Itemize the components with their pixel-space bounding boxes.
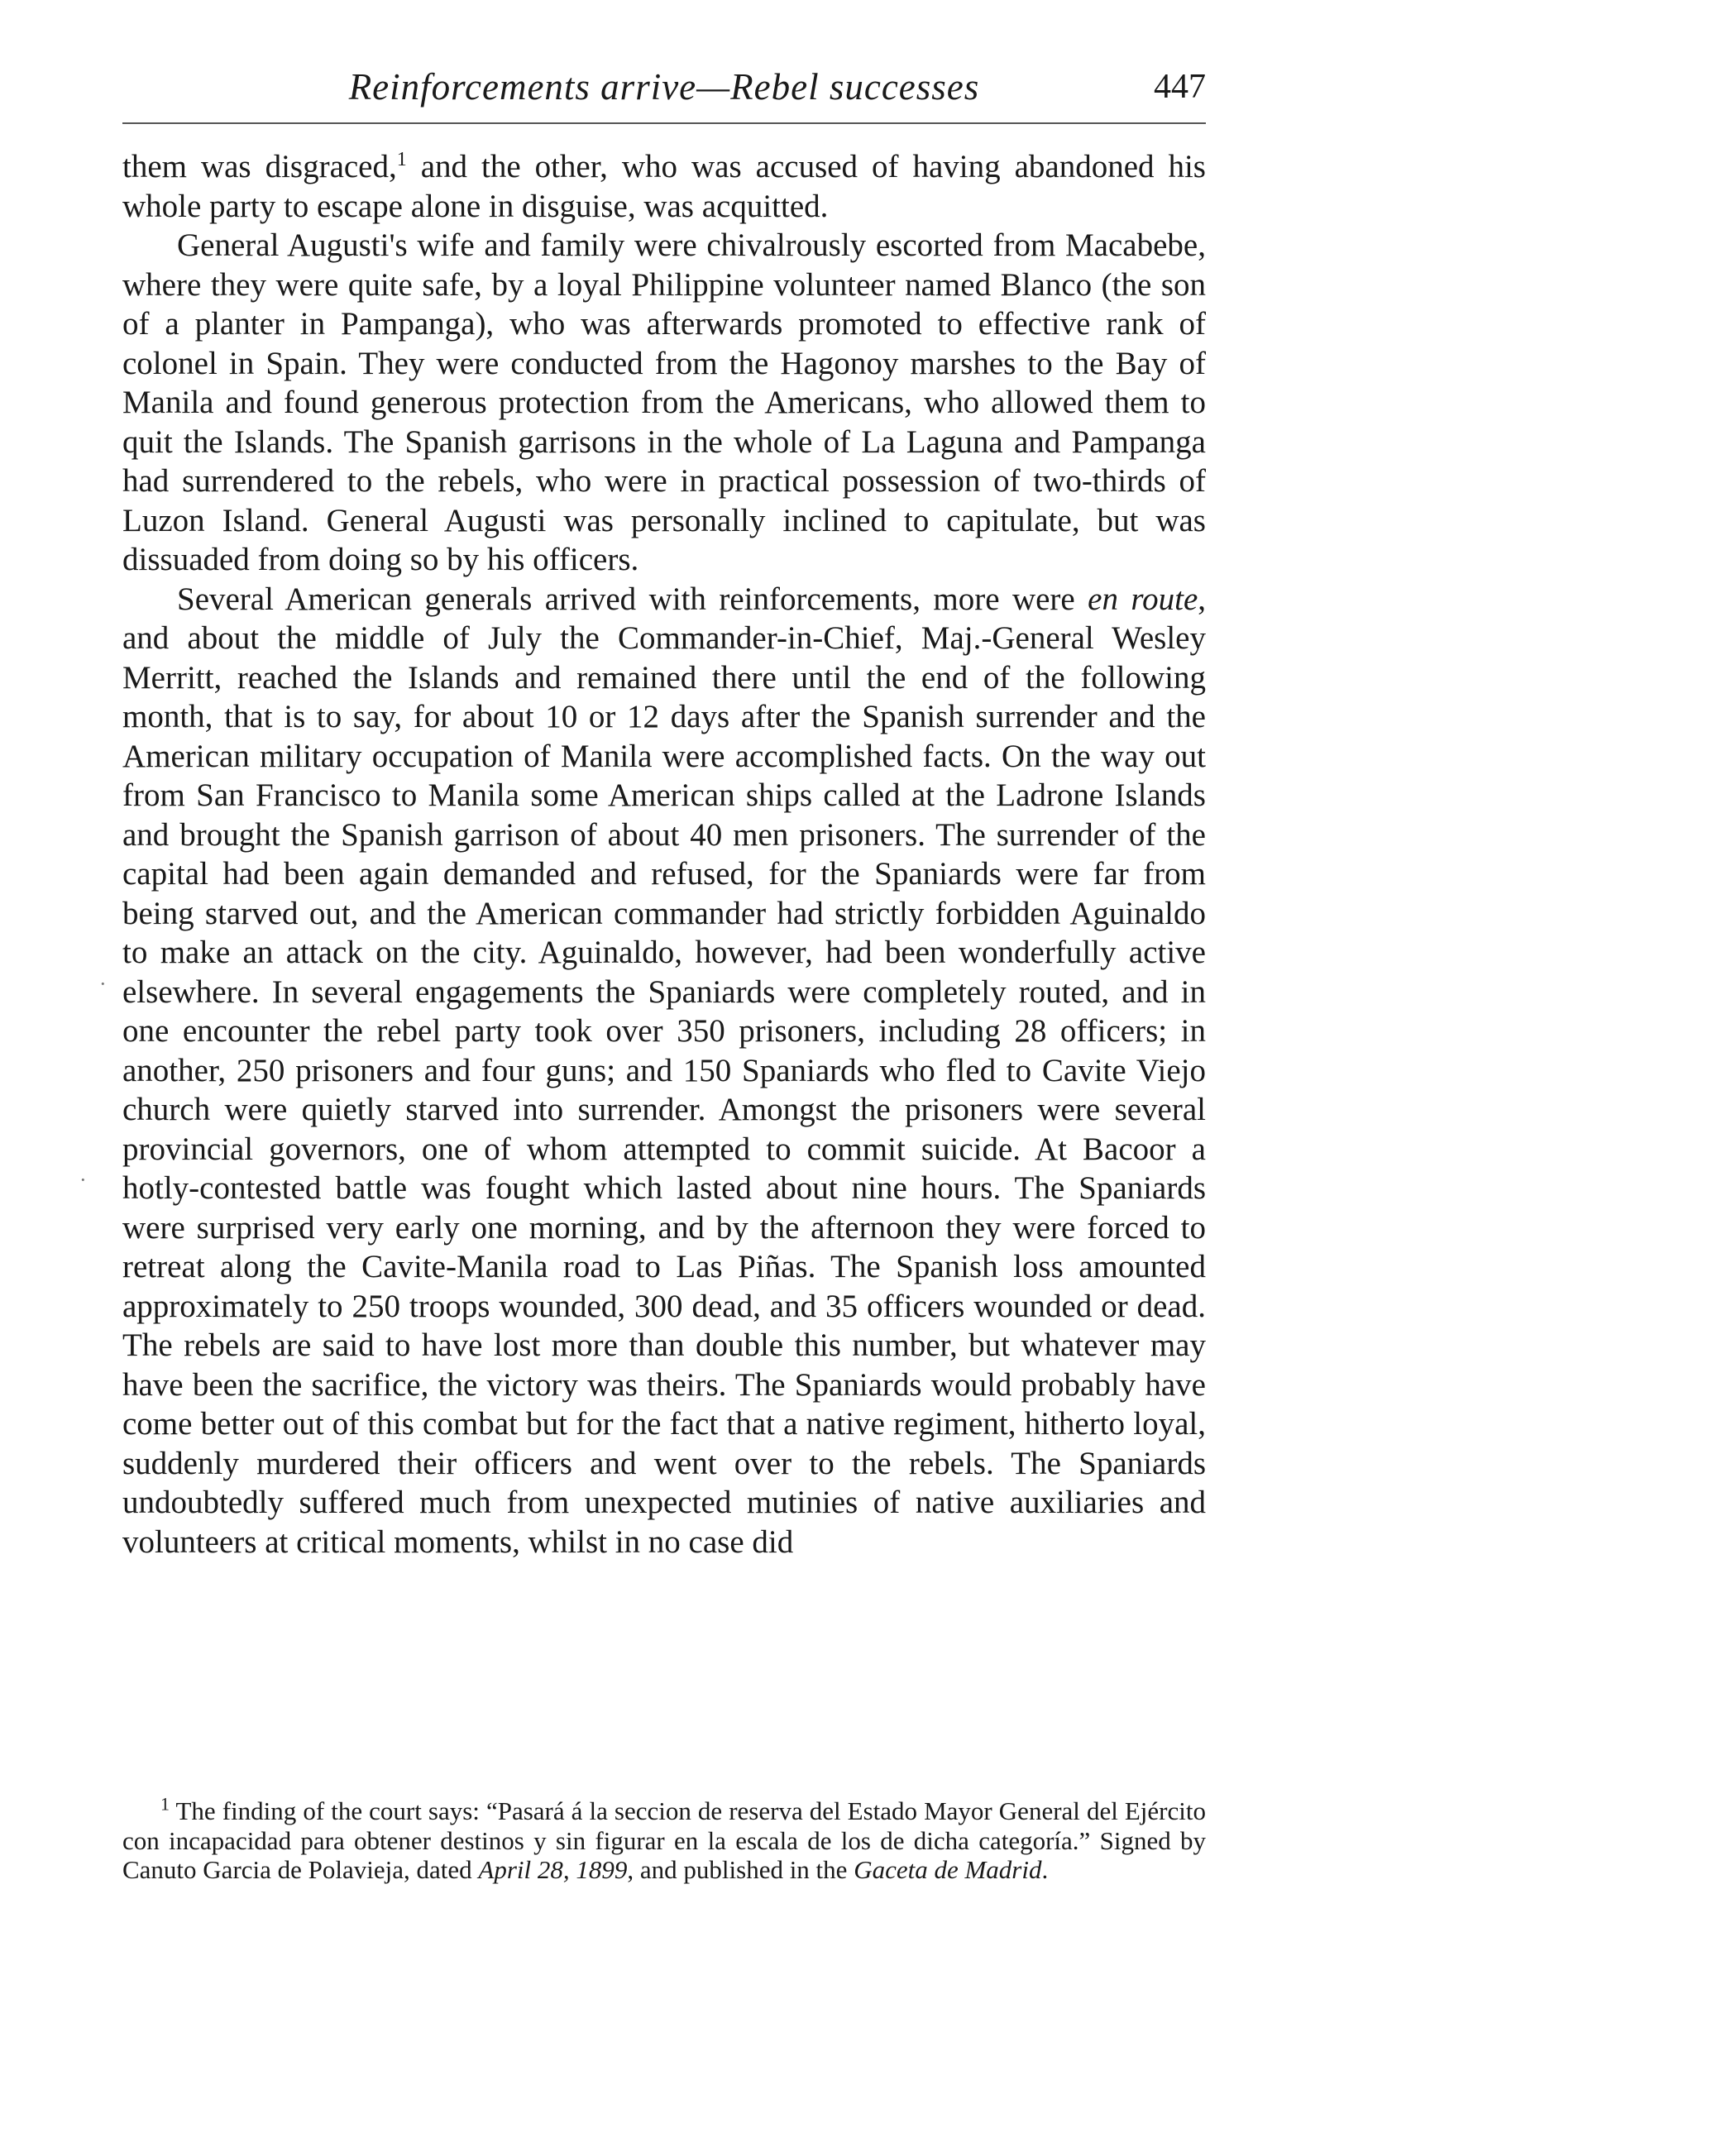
page-number: 447	[1154, 68, 1206, 106]
paragraph-reinforcements	[122, 580, 1206, 1562]
margin-speck: ·	[99, 972, 107, 996]
paragraph-text: them was disgraced,	[122, 149, 397, 184]
footnote-mark: 1	[160, 1793, 170, 1815]
footnote-source: Gaceta de Madrid	[854, 1855, 1042, 1884]
paragraph-text: , and about the middle of July the Commander-in-Chief, Maj.-General Wesley Merritt, reached the Islands and remained there until the end of the following month, that is to say, for about 10 or 12 days after the Spanish surrender and the American military occupation of Manila were accomplished facts. On the way out from San Francisco to Manila some American ships called at the Ladrone Islands and brought the Spanish garrison of about 40 men prisoners. The surrender of the capital had been again demanded and refused, for the Spaniards were far from being starved out, and the American commander had strictly forbidden Aguinaldo to make an attack on the city. Aguinaldo, however, had been wonderfully active elsewhere. In several engagements the Spaniards were completely routed, and in one encounter the rebel party took over 350 prisoners, including 28 officers; in another, 250 prisoners and four guns; and 150 Spaniards who fled to Cavite Viejo church were quietly starved into surrender. Amongst the prisoners were several provincial governors, one of whom attempted to commit suicide. At Bacoor a hotly-contested battle was fought which lasted about nine hours. The Spaniards were surprised very early one morning, and by the afternoon they were forced to retreat along the Cavite-Manila road to Las Piñas. The Spanish loss amounted approximately to 250 troops wounded, 300 dead, and 35 officers wounded or dead. The rebels are said to have lost more than double this number, but whatever may have been the sacrifice, the victory was theirs. The Spaniards would probably have come better out of this combat but for the fact that a native regiment, hitherto loyal, suddenly murdered their officers and went over to the rebels. The Spaniards undoubtedly suffered much from unexpected mutinies of native auxiliaries and volunteers at critical moments, whilst in no case did	[122, 581, 1207, 1560]
margin-speck: ·	[79, 1168, 87, 1192]
paragraph-continued	[122, 147, 1206, 226]
paragraph-augusti-family: General Augusti's wife and family were chivalrously escorted from Macabebe, where they were quite safe, by a loyal Philippine volunteer named Blanco (the son of a planter in Pampanga), who was afterwards promoted to effective rank of colonel in Spain. They were conducted from the Hagonoy marshes to the Bay of Manila and found generous protection from the Americans, who allowed them to quit the Islands. The Spanish garrisons in the whole of La Laguna and Pampanga had surrendered to the rebels, who were in practical possession of two-thirds of Luzon Island. General Augusti was personally inclined to capitulate, but was dissuaded from doing so by his officers.	[122, 227, 1206, 577]
header-rule	[122, 122, 1206, 124]
italic-phrase: en route	[1088, 581, 1198, 617]
body-text	[122, 147, 1206, 1561]
footnote-text: .	[1041, 1855, 1049, 1884]
footnote-text: , and published in the	[627, 1855, 854, 1884]
footnote	[122, 1793, 1206, 1885]
paragraph-text: Several American generals arrived with reinforcements, more were	[177, 581, 1088, 617]
paragraph-text: and the other, who was accused of having abandoned his whole party to escape alone in disguise, was acquitted.	[122, 149, 1206, 224]
footnote-reference: 1	[396, 149, 407, 170]
running-title: Reinforcements arrive—Rebel successes	[348, 66, 980, 108]
footnote-date: April 28, 1899	[478, 1855, 628, 1884]
running-head	[122, 58, 1206, 116]
footnote-text: The finding of the court says: “Pasará á la seccion de reserva del Estado Mayor General del Ejército con incapacidad para obtener destinos y sin figurar en la escala de los de dicha categoría.” Signed by Canuto Garcia de Polavieja, dated	[122, 1796, 1206, 1884]
